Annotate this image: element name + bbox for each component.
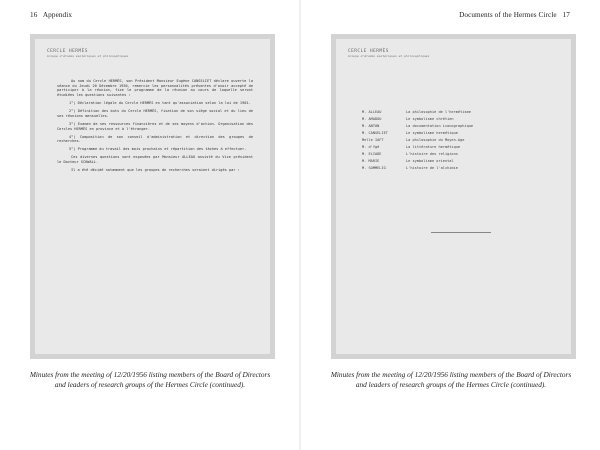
- right-page-number: 17: [562, 11, 570, 19]
- left-minutes-body: [57, 79, 253, 176]
- list-item: [362, 116, 562, 123]
- list-item: [362, 158, 562, 165]
- left-typewritten-sheet: [35, 39, 270, 354]
- right-typewritten-sheet: [336, 39, 571, 354]
- minutes-item: 4°) Composition de son conseil d'administration et direction des groupes de recherches.: [57, 134, 253, 144]
- member-topic: L'histoire des religions: [406, 152, 458, 157]
- member-topic: Le symbolisme oriental: [406, 159, 454, 164]
- left-letterhead-subtitle: Groupe d'études ésotériques et philosophiques: [47, 53, 129, 58]
- right-section-title: Documents of the Hermes Circle: [459, 11, 557, 19]
- member-name: M. ALLEAU: [362, 110, 382, 115]
- minutes-paragraph: Ces diverses questions sont exposées par Monsieur ALLEAU assisté du Vice président le Docteur SCHWALL.: [57, 155, 253, 165]
- member-name: M. CANSELIET: [362, 131, 388, 136]
- list-item: [362, 144, 562, 151]
- right-letterhead: [348, 49, 429, 59]
- member-topic: Le symbolisme hermétique: [406, 131, 458, 136]
- right-figure-caption: Minutes from the meeting of 12/20/1956 listing members of the Board of Directors and leaders of research groups of the Hermes Circle (continued).: [330, 370, 572, 390]
- left-page-header: [30, 11, 72, 19]
- signature-line: [431, 232, 491, 233]
- member-name: M. AMADOU: [362, 117, 382, 122]
- minutes-item: 3°) Examen de ses ressources financières et de ses moyens d'action. Organisation des Cercles HERMÈS en province et à l'étranger.: [57, 121, 253, 131]
- member-topic: La philosophie du Moyen-Age: [406, 138, 465, 143]
- right-document-scan: [331, 34, 576, 359]
- left-page-number: 16: [30, 11, 38, 19]
- minutes-item: 1°) Déclaration légale du Cercle HERMÈS en tant qu'association selon la loi de 1901.: [69, 101, 251, 106]
- list-item: [362, 137, 562, 144]
- member-topic: La philosophie de l'hermétisme: [406, 110, 471, 115]
- member-name: Melle IAFT: [362, 138, 384, 143]
- minutes-paragraph: Il a été décidé notamment que les groupes de recherches seraient dirigés par :: [71, 168, 240, 173]
- left-document-scan: [30, 34, 275, 359]
- list-item: [362, 109, 562, 116]
- minutes-paragraph: Au nom du Cercle HERMÈS, son Président Monsieur Eugène CANSELIET déclare ouverte la séance du Jeudi 20 Décembre 1956, remercie les personnalités présentes d'avoir accepté de participer à la réunion, fixe le programme de la réunion au cours de laquelle seront étudiées les questions suivantes :: [57, 79, 253, 98]
- member-name: M. ELIADE: [362, 152, 382, 157]
- right-letterhead-subtitle: Groupe d'études ésotériques et philosophiques: [348, 53, 430, 58]
- right-page: [301, 0, 600, 450]
- member-name: M. MARIE: [362, 159, 380, 164]
- list-item: [362, 165, 562, 172]
- right-page-header: [459, 11, 570, 19]
- left-section-title: Appendix: [42, 11, 73, 19]
- right-letterhead-name: CERCLE HERMÈS: [348, 49, 389, 54]
- research-group-leaders-list: [362, 109, 562, 172]
- member-topic: La documentation iconographique: [406, 124, 474, 129]
- minutes-item: 5°) Programme du travail des mois prochains et répartition des tâches à effectuer.: [69, 147, 247, 152]
- member-topic: La littérature hermétique: [406, 145, 461, 150]
- list-item: [362, 123, 562, 130]
- member-name: M. SOMMELIG: [362, 166, 386, 171]
- left-page: [0, 0, 299, 450]
- member-topic: L'histoire de l'alchimie: [406, 166, 458, 171]
- minutes-item: 2°) Définition des buts du Cercle HERMÈS, fixation de son siège social et du lieu de ses réunions mensuelles.: [57, 109, 253, 118]
- left-letterhead: [47, 49, 128, 59]
- left-figure-caption: Minutes from the meeting of 12/20/1956 listing members of the Board of Directors and leaders of research groups of the Hermes Circle (continued).: [29, 370, 271, 390]
- left-letterhead-name: CERCLE HERMÈS: [47, 49, 88, 54]
- list-item: [362, 151, 562, 158]
- member-name: M. d'Ygé: [362, 145, 380, 150]
- member-name: M. ANTON: [362, 124, 380, 129]
- member-topic: Le symbolisme chrétien: [406, 117, 454, 122]
- list-item: [362, 130, 562, 137]
